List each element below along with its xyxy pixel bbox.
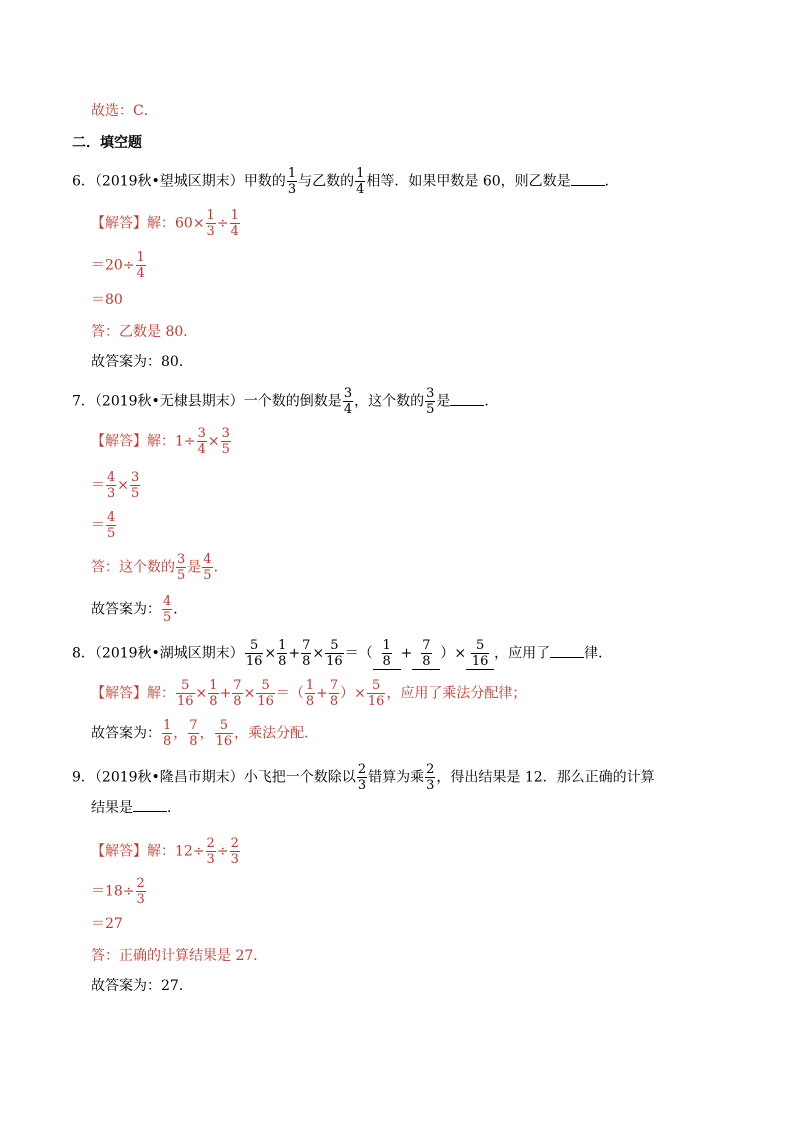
fraction — [221, 426, 231, 457]
fraction-denominator: 16 — [257, 694, 274, 709]
fraction-numerator: 5 — [475, 638, 485, 653]
solution-label: 【解答】 — [91, 215, 147, 232]
fraction-denominator: 4 — [230, 224, 239, 239]
fraction — [208, 678, 218, 709]
fraction-denominator: 5 — [203, 568, 212, 583]
fraction-numerator: 7 — [422, 638, 431, 653]
section-title: 二．填空题 — [72, 135, 142, 151]
q7-solution-step-3: ＝ $\frac{4}{5}$ — [91, 510, 116, 541]
fraction — [188, 718, 198, 749]
fraction-numerator: 1 — [356, 166, 365, 181]
fraction-denominator: 5 — [107, 526, 116, 541]
fraction — [325, 638, 344, 669]
fraction-numerator: 1 — [382, 638, 391, 653]
fraction — [230, 836, 240, 867]
fraction — [176, 678, 195, 709]
answer-blank[interactable] — [550, 657, 584, 658]
fraction — [232, 678, 242, 709]
fraction-numerator: 4 — [203, 552, 212, 567]
fraction-denominator: 3 — [107, 486, 116, 501]
fraction-numerator: 3 — [426, 386, 435, 401]
fraction-numerator: 5 — [330, 638, 339, 653]
fraction-denominator: 8 — [189, 734, 198, 749]
fraction — [215, 718, 234, 749]
fraction-numerator: 5 — [219, 718, 228, 733]
question-7: 7．（2019秋•无棣县期末）一个数的倒数是 $\frac{3}{4}$ ，这个数的 $\frac{3}{5}$ 是 ． — [72, 386, 499, 417]
question-9-continued: 结果是 ． — [91, 800, 181, 816]
question-9: 9．（2019秋•隆昌市期末）小飞把一个数除以 $\frac{2}{3}$ 错算为乘 $\frac{2}{3}$ ，得出结果是 12．那么正确的计算 — [72, 762, 655, 793]
fraction-denominator: 5 — [177, 568, 186, 583]
fraction-numerator: 7 — [233, 678, 242, 693]
fraction — [329, 678, 339, 709]
q7-final-answer: 故答案为： $\frac{4}{5}$ ． — [91, 594, 188, 625]
question-6: 6．（2019秋•望城区期末）甲数的 $\frac{1}{3}$ 与乙数的 $\frac{1}{4}$ 相等．如果甲数是 60，则乙数是 ． — [72, 166, 619, 197]
fraction-numerator: 1 — [230, 208, 239, 223]
question-source: （2019秋•隆昌市期末） — [94, 769, 244, 786]
fraction-numerator: 5 — [261, 678, 270, 693]
answer-blank[interactable] — [373, 638, 401, 670]
answer-blank[interactable] — [571, 185, 605, 186]
fraction — [301, 638, 311, 669]
fraction — [206, 208, 216, 239]
fraction-numerator: 3 — [343, 386, 353, 401]
fraction — [176, 552, 186, 583]
fraction — [162, 594, 172, 625]
q8-final-answer: 故答案为： $\frac{1}{8}$ ， $\frac{7}{8}$ ， $\frac{5}{16}$ ，乘法分配． — [91, 718, 319, 749]
question-source: （2019秋•无棣县期末） — [94, 393, 244, 410]
fraction-numerator: 1 — [305, 678, 315, 693]
q6-solution-step-3: ＝80 — [91, 292, 123, 308]
q7-answer: 答：这个数的 $\frac{3}{5}$ 是 $\frac{4}{5}$ ． — [91, 552, 228, 583]
fraction — [471, 638, 490, 669]
q6-solution-step-2: ＝20÷ $\frac{1}{4}$ — [91, 250, 145, 281]
fraction — [245, 638, 264, 669]
fraction-denominator: 8 — [233, 694, 242, 709]
fraction — [106, 470, 116, 501]
fraction-denominator: 8 — [382, 654, 391, 669]
fraction — [106, 510, 116, 541]
fraction-numerator: 2 — [357, 762, 367, 777]
q9-answer: 答：正确的计算结果是 27． — [91, 948, 268, 964]
fraction — [277, 638, 287, 669]
answer-blank[interactable] — [133, 811, 167, 812]
fraction — [230, 208, 240, 239]
fraction-numerator: 1 — [278, 638, 287, 653]
fraction-denominator: 16 — [177, 694, 194, 709]
fraction — [421, 638, 431, 669]
fraction-numerator: 3 — [197, 426, 206, 441]
fraction-denominator: 8 — [302, 654, 311, 669]
q6-solution-step-1: 【解答】解：60× $\frac{1}{3}$ ÷ $\frac{1}{4}$ — [91, 208, 239, 239]
solution-label: 【解答】 — [91, 843, 147, 860]
fraction-numerator: 1 — [136, 250, 145, 265]
fraction — [355, 166, 365, 197]
fraction-numerator: 2 — [206, 836, 215, 851]
q6-answer: 答：乙数是 80． — [91, 324, 198, 340]
question-source: （2019秋•湖城区期末） — [94, 645, 244, 662]
fraction-denominator: 8 — [163, 734, 172, 749]
fraction — [136, 876, 146, 907]
fraction-numerator: 1 — [163, 718, 172, 733]
fraction — [367, 678, 386, 709]
fraction-numerator: 1 — [209, 678, 218, 693]
fraction — [343, 386, 353, 417]
fraction-numerator: 3 — [177, 552, 186, 567]
fraction-numerator: 3 — [131, 470, 140, 485]
q7-solution-step-1: 【解答】解：1÷ $\frac{3}{4}$ × $\frac{3}{5}$ — [91, 426, 230, 457]
fraction — [256, 678, 275, 709]
q6-final-answer: 故答案为：80． — [91, 354, 193, 370]
fraction-numerator: 1 — [287, 166, 297, 181]
fraction-denominator: 8 — [209, 694, 218, 709]
fraction-numerator: 7 — [329, 678, 339, 693]
fraction-denominator: 4 — [343, 402, 353, 417]
fraction-denominator: 3 — [426, 778, 435, 793]
fraction — [425, 762, 435, 793]
fraction-numerator: 1 — [206, 208, 215, 223]
fraction-numerator: 5 — [249, 638, 259, 653]
fraction-numerator: 4 — [107, 510, 116, 525]
answer-blank[interactable] — [412, 638, 440, 670]
fraction — [425, 386, 435, 417]
solution-label: 【解答】 — [91, 433, 147, 450]
fraction-denominator: 8 — [305, 694, 315, 709]
answer-blank[interactable] — [466, 638, 494, 670]
q9-final-answer: 故答案为：27． — [91, 978, 193, 994]
fraction-denominator: 5 — [131, 486, 140, 501]
fraction-numerator: 5 — [181, 678, 190, 693]
fraction — [202, 552, 212, 583]
fraction — [287, 166, 297, 197]
fraction-numerator: 7 — [302, 638, 311, 653]
q7-solution-step-2: ＝ $\frac{4}{3}$ × $\frac{3}{5}$ — [91, 470, 140, 501]
q9-solution-step-1: 【解答】解：12÷ $\frac{2}{3}$ ÷ $\frac{2}{3}$ — [91, 836, 239, 867]
fraction-denominator: 4 — [136, 266, 145, 281]
fraction-denominator: 3 — [206, 224, 215, 239]
fraction — [162, 718, 172, 749]
fraction-denominator: 16 — [215, 734, 233, 749]
fraction — [357, 762, 367, 793]
fraction-denominator: 16 — [326, 654, 343, 669]
fraction-denominator: 4 — [356, 182, 365, 197]
fraction-denominator: 3 — [136, 892, 145, 907]
fraction-denominator: 5 — [221, 442, 230, 457]
fraction — [382, 638, 392, 669]
fraction-denominator: 3 — [206, 852, 215, 867]
fraction-denominator: 16 — [367, 694, 385, 709]
fraction-denominator: 5 — [163, 610, 172, 625]
fraction-numerator: 2 — [230, 836, 239, 851]
fraction — [197, 426, 207, 457]
question-source: （2019秋•望城区期末） — [94, 173, 244, 190]
fraction-numerator: 5 — [372, 678, 381, 693]
fraction — [206, 836, 216, 867]
fraction-numerator: 7 — [189, 718, 198, 733]
fraction-denominator: 3 — [230, 852, 239, 867]
q9-solution-step-3: ＝27 — [91, 916, 123, 932]
answer-blank[interactable] — [450, 405, 484, 406]
fraction — [130, 470, 140, 501]
fraction-denominator: 16 — [245, 654, 263, 669]
fraction-denominator: 3 — [287, 182, 297, 197]
fraction-numerator: 3 — [221, 426, 230, 441]
fraction — [136, 250, 146, 281]
solution-label: 【解答】 — [91, 685, 147, 702]
question-8: 8．（2019秋•湖城区期末） $\frac{5}{16}$ × $\frac{1}{8}$ + $\frac{7}{8}$ × $\frac{5}{16}$ ＝（ $\frac{1}{8}$ + $\frac{7}{8}$ ）× $\frac{5}{16}$ ，应用了 律． — [72, 638, 613, 669]
q9-solution-step-2: ＝18÷ $\frac{2}{3}$ — [91, 876, 145, 907]
fraction-numerator: 4 — [163, 594, 172, 609]
fraction-denominator: 4 — [197, 442, 206, 457]
fraction-denominator: 3 — [357, 778, 367, 793]
fraction-denominator: 8 — [278, 654, 287, 669]
fraction-denominator: 16 — [471, 654, 489, 669]
fraction-numerator: 4 — [107, 470, 116, 485]
fraction-numerator: 2 — [426, 762, 435, 777]
fraction — [305, 678, 315, 709]
fraction-denominator: 5 — [426, 402, 435, 417]
fraction-numerator: 2 — [136, 876, 145, 891]
fraction-denominator: 8 — [329, 694, 339, 709]
q8-solution-step-1: 【解答】解： $\frac{5}{16}$ × $\frac{1}{8}$ + $\frac{7}{8}$ × $\frac{5}{16}$ ＝（ $\frac{1}{8}$ + $\frac{7}{8}$ ）× $\frac{5}{16}$ ，应用了乘法分配律； — [91, 678, 527, 709]
previous-answer: 故选：C． — [91, 103, 158, 119]
fraction-denominator: 8 — [422, 654, 431, 669]
